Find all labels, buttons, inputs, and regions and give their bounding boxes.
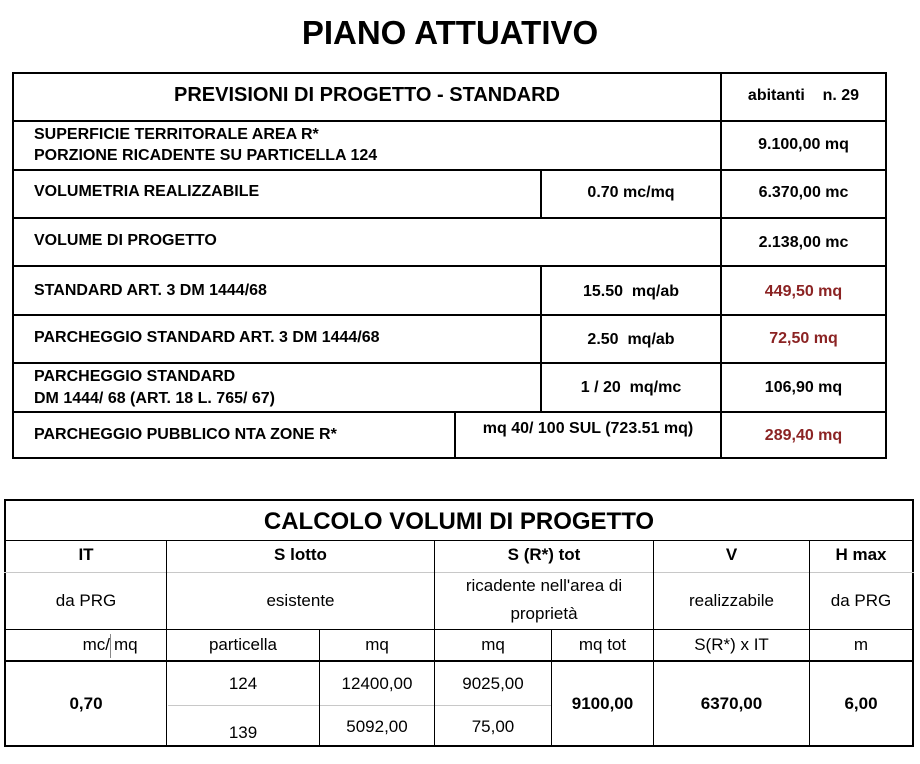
value-particella: 124 [228,674,258,693]
sub-s-tot: proprietà [510,604,578,623]
row-value: 449,50 mq [764,283,843,300]
row-label: STANDARD ART. 3 DM 1444/68 [34,282,267,299]
value-particella: 139 [228,723,258,742]
standard-table-header: PREVISIONI DI PROGETTO - STANDARD [174,84,560,106]
value-s-mq: 9025,00 [462,674,524,693]
unit-formula: S(R*) x IT [694,635,769,654]
value-it: 0,70 [69,694,103,713]
unit-mq-tot: mq tot [578,635,627,654]
header-s-lotto: S lotto [274,545,327,564]
row-value: 289,40 mq [764,427,843,444]
value-lot-mq: 12400,00 [341,674,413,693]
abitanti-count: abitanti n. 29 [747,87,860,104]
value-hmax: 6,00 [844,694,878,713]
header-hmax: H max [835,545,887,564]
row-rate: 2.50 mq/ab [587,331,675,348]
sub-it: da PRG [55,591,117,610]
volumi-table-title: CALCOLO VOLUMI DI PROGETTO [263,508,655,535]
row-label: PARCHEGGIO STANDARD [34,368,236,385]
unit-mq: mq [365,635,389,654]
row-value: 72,50 mq [769,330,838,347]
sub-v: realizzabile [688,591,775,610]
unit-s-mq: mq [481,635,505,654]
row-value: 6.370,00 mc [758,184,849,201]
sub-s-tot: ricadente nell'area di [465,576,623,595]
row-value: 106,90 mq [764,379,843,396]
row-rate: 1 / 20 mq/mc [580,379,682,396]
value-v: 6370,00 [700,694,763,713]
sub-s-lotto: esistente [266,591,335,610]
value-s-mq: 75,00 [471,717,515,736]
header-v: V [725,545,738,564]
row-rate: 0.70 mc/mq [587,184,675,201]
value-mq-tot: 9100,00 [571,694,634,713]
row-label: PORZIONE RICADENTE SU PARTICELLA 124 [34,147,378,164]
row-value: 2.138,00 mc [758,234,849,251]
row-rate: mq 40/ 100 SUL (723.51 mq) [482,420,694,437]
row-label: VOLUME DI PROGETTO [34,232,217,249]
unit-particella: particella [208,635,278,654]
page-title: PIANO ATTUATIVO [301,14,599,51]
header-it: IT [78,545,94,564]
row-label: SUPERFICIE TERRITORALE AREA R* [34,126,319,143]
row-label: VOLUMETRIA REALIZZABILE [34,183,260,200]
row-rate: 15.50 mq/ab [582,283,680,300]
row-label: PARCHEGGIO STANDARD ART. 3 DM 1444/68 [34,329,380,346]
unit-it-a: mc/ [82,635,110,654]
row-value: 9.100,00 mq [758,136,849,153]
row-label: DM 1444/ 68 (ART. 18 L. 765/ 67) [34,390,275,407]
value-lot-mq: 5092,00 [346,717,408,736]
unit-m: m [853,635,869,654]
unit-it-b: mq [114,635,138,654]
sub-hmax: da PRG [830,591,892,610]
row-label: PARCHEGGIO PUBBLICO NTA ZONE R* [34,426,337,443]
header-s-tot: S (R*) tot [507,545,581,564]
